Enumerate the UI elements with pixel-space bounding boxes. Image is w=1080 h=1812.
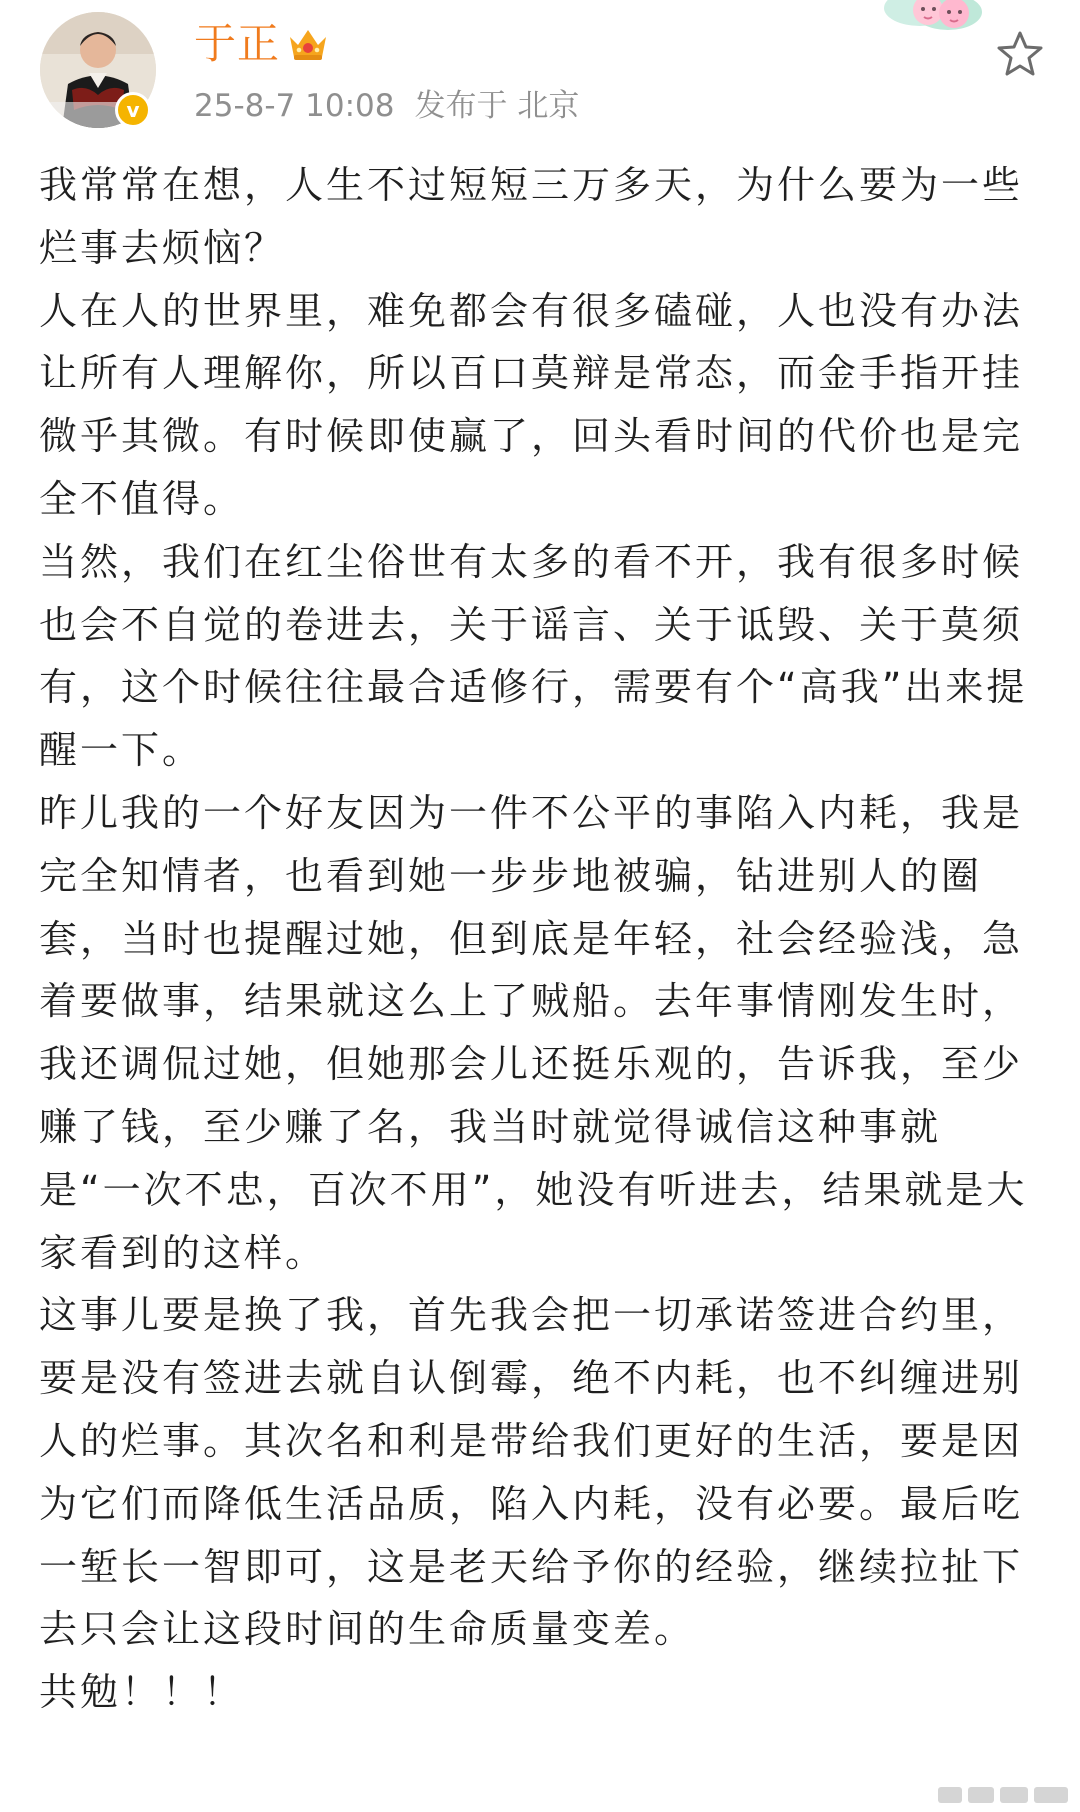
post-paragraph-3: 当然，我们在红尘俗世有太多的看不开，我有很多时候也会不自觉的卷进去，关于谣言、关于诋毁、关于莫须有，这个时候往往最合适修行，需要有个“高我”出来提醒一下。 (39, 539, 1028, 773)
post-paragraph-4: 昨儿我的一个好友因为一件不公平的事陷入内耗，我是完全知情者，也看到她一步步地被骗，钻进别人的圈套，当时也提醒过她，但到底是年轻，社会经验浅，急着要做事，结果就这么上了贼船。去年事情刚发生时，我还调侃过她，但她那会儿还挺乐观的，告诉我，至少赚了钱，至少赚了名，我当时就觉得诚信这种事就是“一次不忠，百次不用”，她没有听进去，结果就是大家看到的这样。 (39, 790, 1028, 1275)
post-content (39, 154, 1039, 1724)
post-timestamp: 25-8-7 10:08 (194, 88, 395, 124)
favorite-button[interactable] (995, 29, 1045, 79)
post-header (0, 0, 1080, 150)
post-paragraph-5: 这事儿要是换了我，首先我会把一切承诺签进合约里，要是没有签进去就自认倒霉，绝不内耗，也不纠缠进别人的烂事。其次名和利是带给我们更好的生活，要是因为它们而降低生活品质，陷入内耗，没有必要。最后吃一堑长一智即可，这是老天给予你的经验，继续拉扯下去只会让这段时间的生命质量变差。 (39, 1293, 1024, 1652)
post-location: 发布于 北京 (414, 88, 580, 124)
verified-badge-icon: v (115, 92, 151, 128)
post-paragraph-6: 共勉！！！ (39, 1670, 245, 1715)
post-meta (194, 86, 579, 126)
post-paragraph-2: 人在人的世界里，难免都会有很多磕碰，人也没有办法让所有人理解你，所以百口莫辩是常态，而金手指开挂微乎其微。有时候即使赢了，回头看时间的代价也是完全不值得。 (39, 288, 1024, 521)
crown-icon (286, 25, 330, 63)
watermark-logo (938, 1782, 1068, 1808)
username[interactable]: 于正 (194, 19, 281, 68)
star-outline-icon (999, 33, 1041, 74)
post-paragraph-1: 我常常在想，人生不过短短三万多天，为什么要为一些烂事去烦恼？ (39, 163, 1024, 270)
cartoon-sticker-icon (878, 0, 990, 40)
